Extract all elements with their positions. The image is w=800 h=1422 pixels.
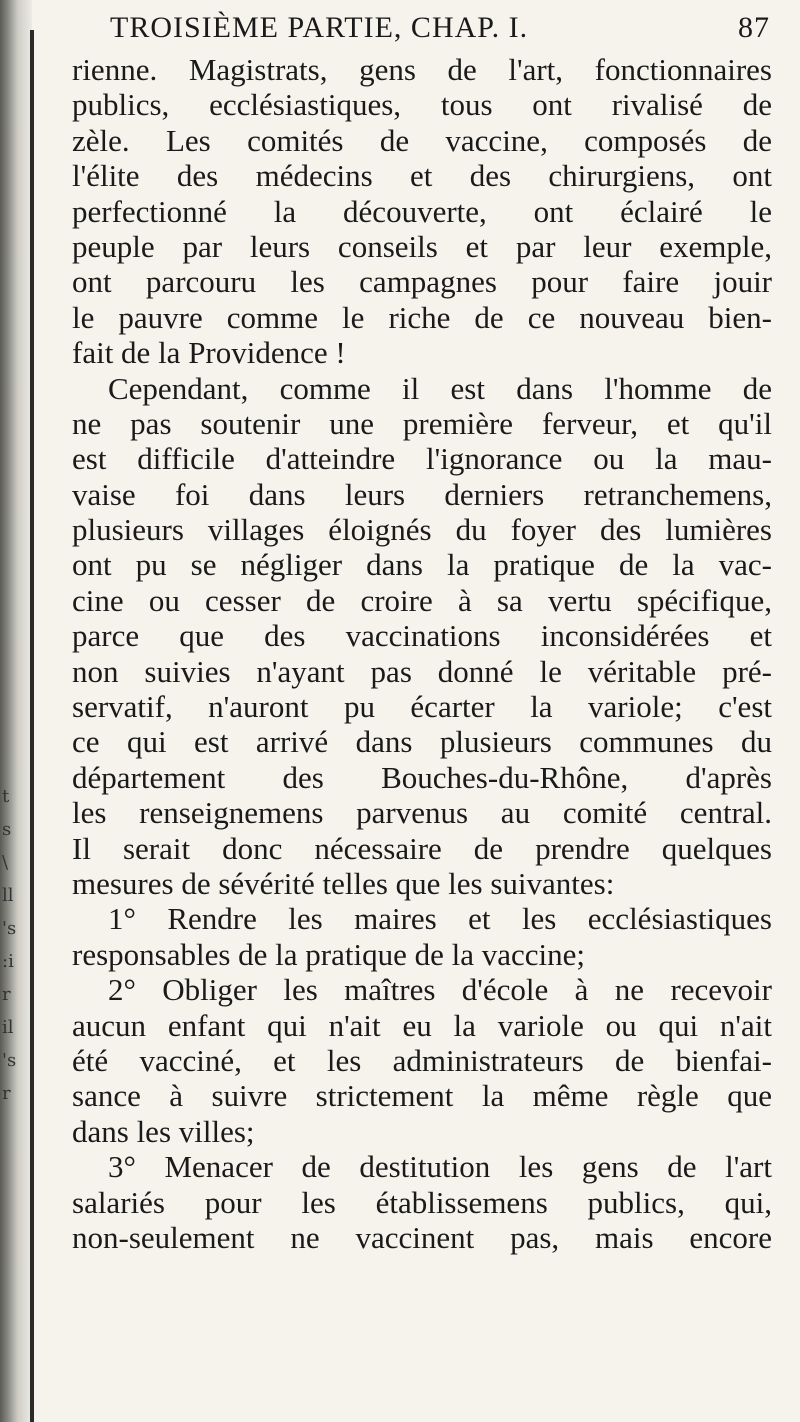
margin-mark: il xyxy=(2,1017,14,1038)
text-line: Il serait donc nécessaire de prendre quelques xyxy=(72,830,772,866)
text-line: est difficile d'atteindre l'ignorance ou la mau- xyxy=(72,441,772,477)
margin-mark: r xyxy=(2,1083,11,1104)
text-line: non suivies n'ayant pas donné le véritable pré- xyxy=(72,653,772,689)
margin-mark: ll xyxy=(2,885,14,906)
text-line: 3° Menacer de destitution les gens de l'art xyxy=(108,1149,772,1185)
text-line: cine ou cesser de croire à sa vertu spécifique, xyxy=(72,582,772,618)
text-line: fait de la Providence ! xyxy=(72,335,346,371)
running-head-title: TROISIÈME PARTIE, CHAP. I. xyxy=(110,11,529,44)
margin-mark: t xyxy=(2,786,10,807)
text-line: salariés pour les établissemens publics, qui, xyxy=(72,1184,772,1220)
binding-edge-line xyxy=(30,30,34,1422)
text-line: ce qui est arrivé dans plusieurs communes du xyxy=(72,724,772,760)
margin-mark: 's xyxy=(2,1050,17,1071)
text-line: l'élite des médecins et des chirurgiens, ont xyxy=(72,158,772,194)
text-line: les renseignemens parvenus au comité central. xyxy=(72,795,772,831)
running-head xyxy=(110,4,770,52)
text-line: Cependant, comme il est dans l'homme de xyxy=(108,370,772,406)
body-text xyxy=(72,52,772,1255)
text-line: parce que des vaccinations inconsidérées et xyxy=(72,618,772,654)
text-line: 1° Rendre les maires et les ecclésiastiques xyxy=(108,901,772,937)
text-line: responsables de la pratique de la vaccine; xyxy=(72,936,585,972)
text-line: département des Bouches-du-Rhône, d'après xyxy=(72,759,772,795)
margin-mark: 's xyxy=(2,918,17,939)
text-line: rienne. Magistrats, gens de l'art, fonctionnaires xyxy=(72,52,772,87)
margin-mark: r xyxy=(2,984,11,1005)
text-line: zèle. Les comités de vaccine, composés de xyxy=(72,122,772,158)
text-line: aucun enfant qui n'ait eu la variole ou qui n'ait xyxy=(72,1007,772,1043)
text-line: ont parcouru les campagnes pour faire jouir xyxy=(72,264,772,300)
text-line: 2° Obliger les maîtres d'école à ne recevoir xyxy=(108,972,772,1008)
margin-bleed-marks xyxy=(2,780,16,1110)
page-number: 87 xyxy=(738,11,770,44)
margin-mark: s xyxy=(2,819,12,840)
text-line: dans les villes; xyxy=(72,1113,255,1149)
text-line: peuple par leurs conseils et par leur exemple, xyxy=(72,228,772,264)
margin-mark: :i xyxy=(2,951,14,972)
text-line: ont pu se négliger dans la pratique de la vac- xyxy=(72,547,772,583)
text-line: sance à suivre strictement la même règle que xyxy=(72,1078,772,1114)
text-line: vaise foi dans leurs derniers retranchemens, xyxy=(72,476,772,512)
text-line: perfectionné la découverte, ont éclairé le xyxy=(72,193,772,229)
text-line: mesures de sévérité telles que les suivantes: xyxy=(72,865,615,901)
text-line: publics, ecclésiastiques, tous ont rivalisé de xyxy=(72,87,772,123)
text-line: non-seulement ne vaccinent pas, mais encore xyxy=(72,1219,772,1255)
text-line: ne pas soutenir une première ferveur, et qu'il xyxy=(72,405,772,441)
text-line: servatif, n'auront pu écarter la variole; c'est xyxy=(72,689,772,725)
text-line: plusieurs villages éloignés du foyer des lumières xyxy=(72,512,772,548)
text-line: le pauvre comme le riche de ce nouveau bien- xyxy=(72,299,772,335)
margin-mark: \ xyxy=(2,852,9,873)
text-line: été vacciné, et les administrateurs de bienfai- xyxy=(72,1042,772,1078)
page-gutter-shadow xyxy=(0,0,32,1422)
